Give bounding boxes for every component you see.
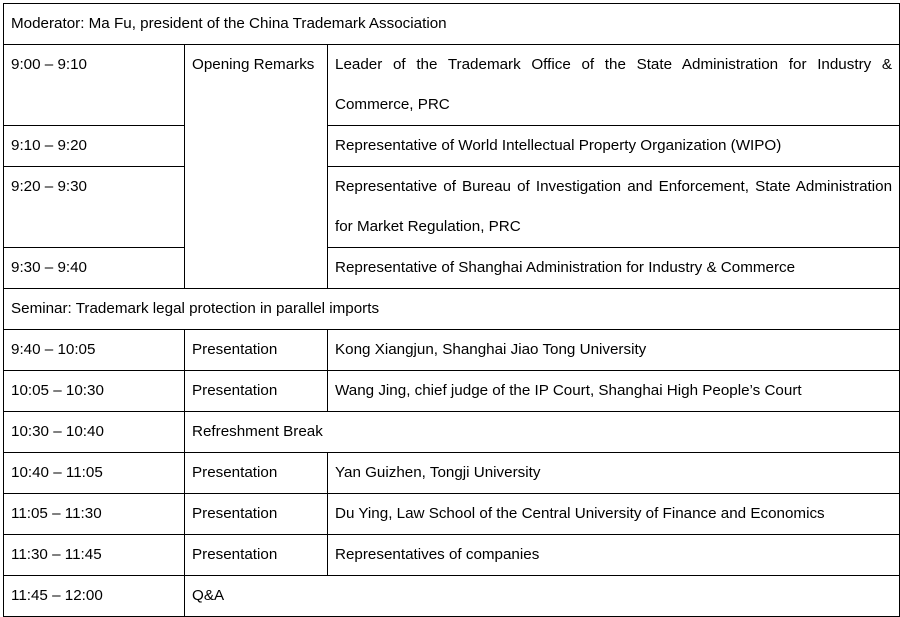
time-cell: 9:20 – 9:30 <box>4 167 185 248</box>
table-row <box>4 412 900 453</box>
session-type-cell: Presentation <box>185 330 328 371</box>
agenda-table <box>3 3 900 617</box>
speaker-cell: Representatives of companies <box>328 535 900 576</box>
table-row <box>4 167 900 248</box>
speaker-cell: Representative of Bureau of Investigation and Enforcement, State Administration for Market Regulation, PRC <box>328 167 900 248</box>
time-cell: 10:40 – 11:05 <box>4 453 185 494</box>
time-cell: 10:05 – 10:30 <box>4 371 185 412</box>
table-row <box>4 535 900 576</box>
table-row <box>4 45 900 126</box>
speaker-cell: Representative of Shanghai Administration for Industry & Commerce <box>328 248 900 289</box>
session-type-cell: Opening Remarks <box>185 45 328 289</box>
time-cell: 9:40 – 10:05 <box>4 330 185 371</box>
speaker-cell: Du Ying, Law School of the Central University of Finance and Economics <box>328 494 900 535</box>
time-cell: 9:00 – 9:10 <box>4 45 185 126</box>
speaker-cell: Representative of World Intellectual Property Organization (WIPO) <box>328 126 900 167</box>
time-cell: 11:05 – 11:30 <box>4 494 185 535</box>
moderator-row <box>4 4 900 45</box>
time-cell: 9:10 – 9:20 <box>4 126 185 167</box>
time-cell: 9:30 – 9:40 <box>4 248 185 289</box>
break-cell: Refreshment Break <box>185 412 900 453</box>
table-row <box>4 494 900 535</box>
table-row <box>4 576 900 617</box>
session-type-cell: Presentation <box>185 494 328 535</box>
table-row <box>4 453 900 494</box>
session-type-cell: Presentation <box>185 535 328 576</box>
speaker-cell: Leader of the Trademark Office of the State Administration for Industry & Commerce, PRC <box>328 45 900 126</box>
speaker-cell: Wang Jing, chief judge of the IP Court, Shanghai High People’s Court <box>328 371 900 412</box>
table-row <box>4 126 900 167</box>
session-type-cell: Presentation <box>185 453 328 494</box>
time-cell: 11:30 – 11:45 <box>4 535 185 576</box>
speaker-cell: Kong Xiangjun, Shanghai Jiao Tong University <box>328 330 900 371</box>
session-type-cell: Presentation <box>185 371 328 412</box>
table-row <box>4 330 900 371</box>
table-row <box>4 248 900 289</box>
speaker-cell: Yan Guizhen, Tongji University <box>328 453 900 494</box>
seminar-title-cell: Seminar: Trademark legal protection in parallel imports <box>4 289 900 330</box>
moderator-cell: Moderator: Ma Fu, president of the China Trademark Association <box>4 4 900 45</box>
time-cell: 11:45 – 12:00 <box>4 576 185 617</box>
qa-cell: Q&A <box>185 576 900 617</box>
table-row <box>4 371 900 412</box>
seminar-row <box>4 289 900 330</box>
time-cell: 10:30 – 10:40 <box>4 412 185 453</box>
